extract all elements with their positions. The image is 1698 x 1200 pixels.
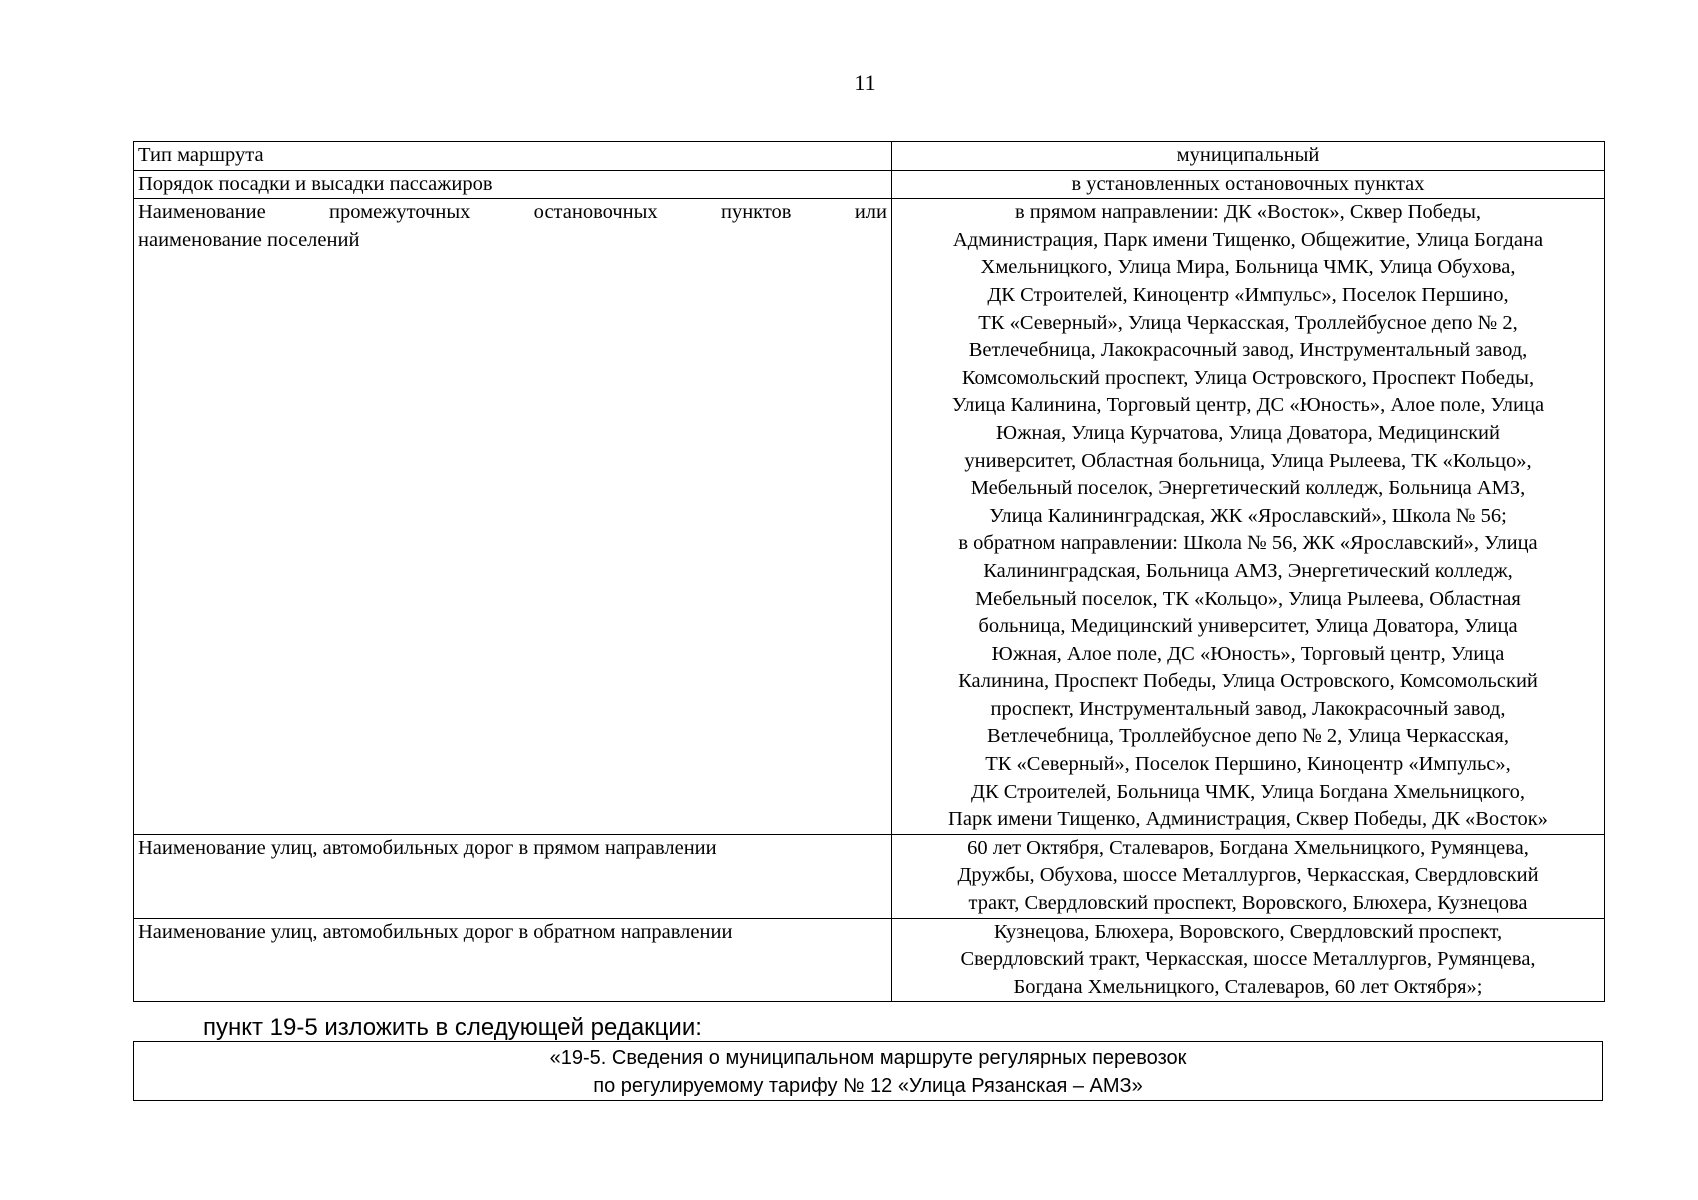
- cell-text-line: Улица Калинина, Торговый центр, ДС «Юность», Алое поле, Улица: [951, 394, 1545, 417]
- cell-text-line: Южная, Алое поле, ДС «Юность», Торговый центр, Улица: [991, 642, 1505, 665]
- route-table: [133, 141, 1605, 1002]
- row-label-route-type: Тип маршрута: [134, 142, 892, 171]
- cell-text-line: Калининградская, Больница АМЗ, Энергетический колледж,: [983, 559, 1513, 582]
- cell-text-line: в обратном направлении: Школа № 56, ЖК «Ярославский», Улица: [958, 532, 1538, 555]
- cell-text-line: Ветлечебница, Лакокрасочный завод, Инструментальный завод,: [968, 339, 1528, 362]
- cell-text-line: больница, Медицинский университет, Улица Доватора, Улица: [978, 615, 1518, 638]
- row-value-stops: [892, 199, 1605, 835]
- cell-text-line: университет, Областная больница, Улица Рылеева, ТК «Кольцо»,: [964, 449, 1532, 472]
- row-label-backward-streets: Наименование улиц, автомобильных дорог в обратном направлении: [134, 918, 892, 1002]
- table-row: [134, 834, 1605, 918]
- cell-text-line: Калинина, Проспект Победы, Улица Островского, Комсомольский: [958, 670, 1538, 693]
- cell-text-line: Ветлечебница, Троллейбусное депо № 2, Улица Черкасская,: [987, 725, 1509, 748]
- cell-text-line: ДК Строителей, Больница ЧМК, Улица Богдана Хмельницкого,: [971, 780, 1525, 803]
- cell-text-line: 60 лет Октября, Сталеваров, Богдана Хмельницкого, Румянцева,: [967, 836, 1529, 859]
- cell-text-line: Комсомольский проспект, Улица Островского, Проспект Победы,: [961, 366, 1535, 389]
- section-heading-line2: по регулируемому тарифу № 12 «Улица Рязанская – АМЗ»: [593, 1075, 1143, 1097]
- table-row: [134, 170, 1605, 199]
- cell-text-line: Кузнецова, Блюхера, Воровского, Свердловский проспект,: [993, 920, 1503, 943]
- cell-text-line: проспект, Инструментальный завод, Лакокрасочный завод,: [990, 697, 1506, 720]
- cell-text-line: Богдана Хмельницкого, Сталеваров, 60 лет Октября»;: [1013, 975, 1483, 998]
- instruction-text: пункт 19-5 изложить в следующей редакции:: [203, 1014, 702, 1041]
- table-row: [134, 199, 1605, 835]
- row-value-backward-streets: [892, 918, 1605, 1002]
- cell-text-line: Дружбы, Обухова, шоссе Металлургов, Черкасская, Свердловский: [957, 864, 1539, 887]
- cell-text-line: Свердловский тракт, Черкасская, шоссе Металлургов, Румянцева,: [960, 948, 1536, 971]
- row-label-stops-line1: Наименование промежуточных остановочных пунктов или: [138, 201, 887, 224]
- row-value-route-type: муниципальный: [892, 142, 1605, 171]
- page-number: 11: [854, 70, 876, 95]
- table-row: [134, 142, 1605, 171]
- section-heading-line1: «19-5. Сведения о муниципальном маршруте регулярных перевозок: [549, 1047, 1187, 1069]
- cell-text-line: Парк имени Тищенко, Администрация, Сквер Победы, ДК «Восток»: [948, 808, 1548, 831]
- section-heading-box: [133, 1041, 1603, 1101]
- row-value-boarding: в установленных остановочных пунктах: [892, 170, 1605, 199]
- cell-text-line: Улица Калининградская, ЖК «Ярославский», Школа № 56;: [989, 504, 1507, 527]
- cell-text-line: ТК «Северный», Улица Черкасская, Троллейбусное депо № 2,: [978, 311, 1518, 334]
- cell-text-line: Южная, Улица Курчатова, Улица Доватора, Медицинский: [996, 421, 1500, 444]
- row-label-stops-line2: наименование поселений: [138, 228, 360, 251]
- row-label-stops: [134, 199, 892, 835]
- row-label-boarding: Порядок посадки и высадки пассажиров: [134, 170, 892, 199]
- cell-text-line: Администрация, Парк имени Тищенко, Общежитие, Улица Богдана: [952, 228, 1544, 251]
- table-row: [134, 918, 1605, 1002]
- cell-text-line: в прямом направлении: ДК «Восток», Сквер Победы,: [1015, 201, 1481, 224]
- cell-text-line: Мебельный поселок, Энергетический колледж, Больница АМЗ,: [970, 477, 1526, 500]
- cell-text-line: тракт, Свердловский проспект, Воровского, Блюхера, Кузнецова: [968, 892, 1528, 915]
- cell-text-line: ТК «Северный», Поселок Першино, Киноцентр «Импульс»,: [985, 753, 1511, 776]
- cell-text-line: ДК Строителей, Киноцентр «Импульс», Поселок Першино,: [987, 283, 1509, 306]
- row-value-forward-streets: [892, 834, 1605, 918]
- row-label-forward-streets: Наименование улиц, автомобильных дорог в прямом направлении: [134, 834, 892, 918]
- cell-text-line: Хмельницкого, Улица Мира, Больница ЧМК, Улица Обухова,: [980, 256, 1516, 279]
- cell-text-line: Мебельный поселок, ТК «Кольцо», Улица Рылеева, Областная: [975, 587, 1521, 610]
